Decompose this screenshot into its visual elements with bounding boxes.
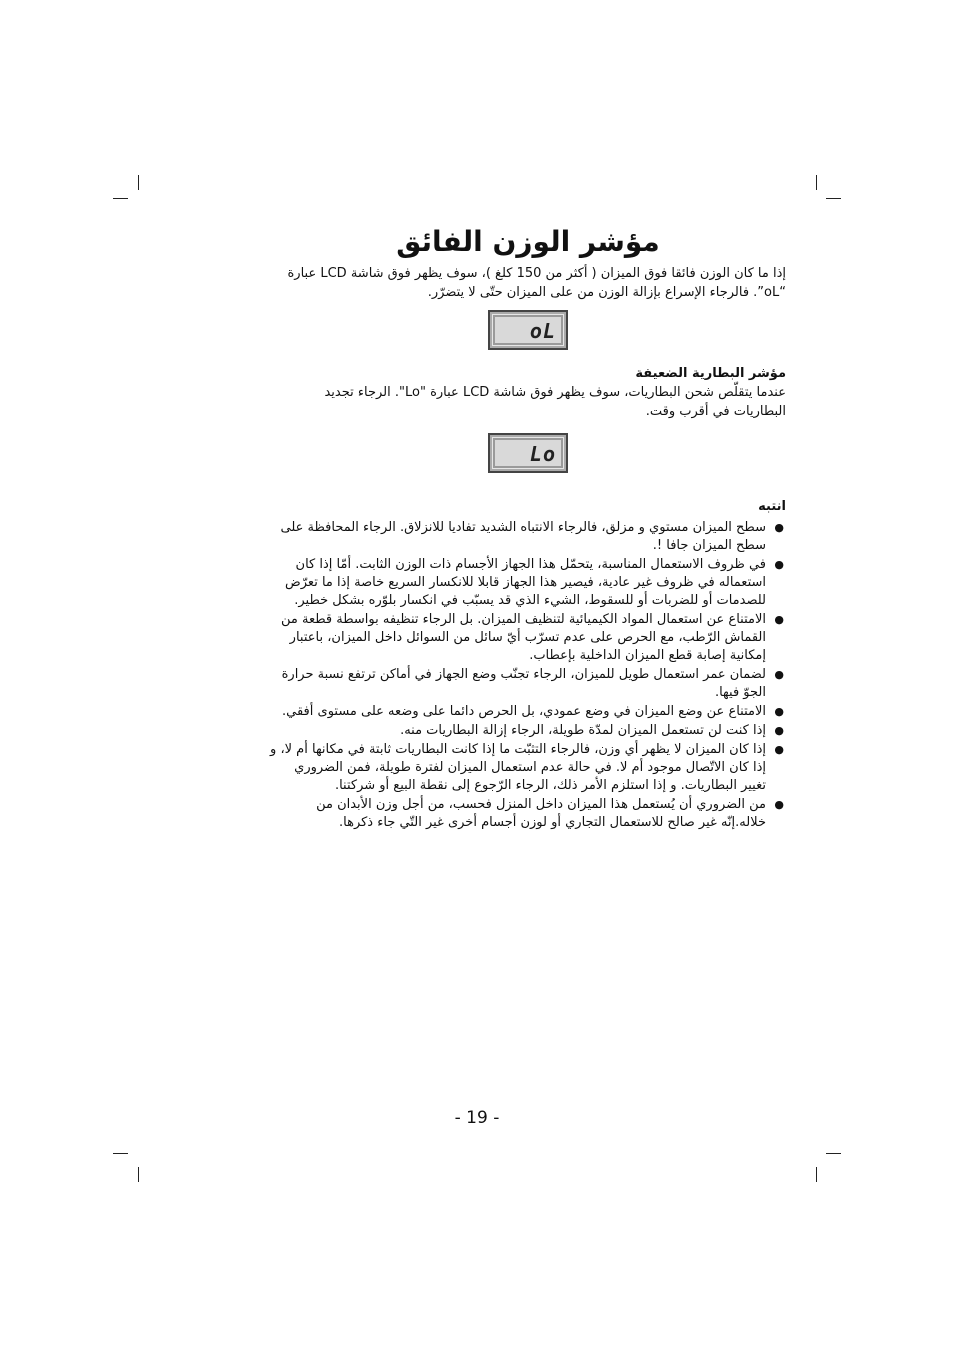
- crop-mark: [138, 175, 139, 190]
- list-item: ● سطح الميزان مستوي و مزلق، فالرجاء الانتباه الشديد تفاديا للانزلاق. الرجاء المحافظة على سطح الميزان جافا !.: [280, 520, 784, 553]
- page-title: مؤشر الوزن الفائق: [396, 225, 660, 258]
- battery-description: عندما يتقلّص شحن البطاريات، سوف يظهر فوق شاشة LCD عبارة "Lo". الرجاء تجديد البطاريات في أقرب وقت.: [324, 385, 786, 419]
- lcd-display-battery: [488, 433, 568, 473]
- lcd-readout-overload: oL: [529, 319, 556, 343]
- crop-mark: [138, 1167, 139, 1182]
- crop-mark: [113, 198, 128, 199]
- list-item: ● في ظروف الاستعمال المناسبة، يتحمّل هذا الجهاز الأجسام ذات الوزن الثابت. أمّا إذا كان استعماله في ظروف غير عادية، فيصير هذا الجهاز قابلا للانكسار السريع خاصة إذا ما تعرّض للصدمات أو للضربات أو للسقوط، الشيء الذي قد يسبّب في انكسار بلوّره بشكل خطير.: [285, 557, 784, 608]
- list-item: ● إذا كان الميزان لا يظهر أي وزن، فالرجاء التثبّت ما إذا كانت البطاريات ثابتة في مكانها أم لا، و إذا كان الاتّصال موجود أم لا. في حالة عدم استعمال الميزان لفترة طويلة، فمن الضروري تغيير البطاريات. و إذا استلزم الأمر ذلك، الرجاء الرّجوع إلى نقطة البيع أو شركتنا.: [270, 742, 784, 793]
- crop-mark: [826, 198, 841, 199]
- page-number: - 19 -: [454, 1108, 500, 1128]
- overload-description: إذا ما كان الوزن فائقا فوق الميزان ( أكثر من 150 كلغ )، سوف يظهر فوق شاشة LCD عبارة “oL”. فالرجاء الإسراع بإزالة الوزن من على الميزان حتّى لا يتضرّر.: [287, 266, 786, 300]
- list-item: ● من الضروري أن يُستعمل هذا الميزان داخل المنزل فحسب، من أجل وزن الأبدان من خلاله.إنّه غير صالح للاستعمال التجاري أو لوزن أجسام أخرى غير التّي جاء ذكرها.: [316, 797, 784, 830]
- warning-list: [270, 519, 786, 832]
- lcd-readout-battery: Lo: [529, 442, 556, 466]
- crop-mark: [826, 1153, 841, 1154]
- crop-mark: [816, 1167, 817, 1182]
- list-item: ● إذا كنت لن تستعمل الميزان لمدّة طويلة، الرجاء إزالة البطاريات منه.: [400, 723, 784, 738]
- page-content: [270, 222, 786, 833]
- crop-mark: [816, 175, 817, 190]
- battery-heading: مؤشر البطارية الضعيفة: [635, 366, 786, 381]
- lcd-display-overload: [488, 310, 568, 350]
- list-item: ● الامتناع عن استعمال المواد الكيميائية لتنظيف الميزان. بل الرجاء تنظيفه بواسطة قطعة من القماش الرّطب، مع الحرص على عدم تسرّب أيّ سائل من السوائل داخل الميزان، باعتبار إمكانية إصابة قطع الميزان الداخلية بإعطاب.: [281, 612, 784, 663]
- list-item: ● لضمان عمر استعمال طويل للميزان، الرجاء تجنّب وضع الجهاز في أماكن ترتفع نسبة حرارة الجوّ فيها.: [281, 667, 784, 700]
- list-item: ● الامتناع عن وضع الميزان في وضع عمودي، بل الحرص دائما على وضعه على مستوى أفقي.: [282, 704, 784, 719]
- warning-heading: انتبه: [758, 499, 786, 514]
- crop-mark: [113, 1153, 128, 1154]
